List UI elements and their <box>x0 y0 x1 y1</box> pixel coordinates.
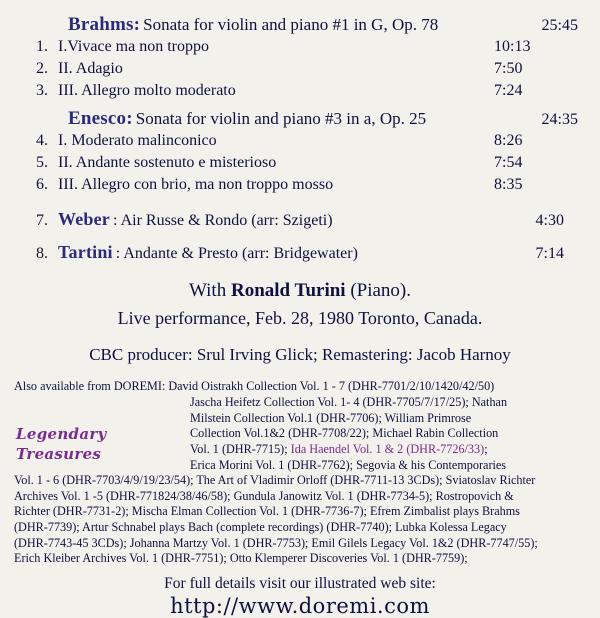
catalog-line: Milstein Collection Vol.1 (DHR-7706); William Primrose <box>190 410 472 425</box>
track-listing <box>14 14 586 266</box>
catalog-line: (DHR-7739); Artur Schnabel plays Bach (complete recordings) (DHR-7740); Lubka Kolessa Legacy <box>14 519 507 534</box>
track-duration: 8:26 <box>494 132 523 150</box>
performer-suffix: (Piano). <box>345 280 411 302</box>
work-duration: 24:35 <box>541 111 578 129</box>
performer-name: Ronald Turini <box>230 280 346 302</box>
track-duration: 7:24 <box>494 82 523 100</box>
track-title: III. Allegro molto moderato <box>58 82 236 100</box>
catalog-line: (DHR-7743-45 3CDs); Johanna Martzy Vol. 1 (DHR-7753); Emil Gilels Legacy Vol. 1&2 (DHR-7747/55); <box>14 535 538 550</box>
track-title: II. Andante sostenuto e misterioso <box>58 154 277 172</box>
track-duration: 7:50 <box>494 60 523 78</box>
catalog-line: Erich Kleiber Archives Vol. 1 (DHR-7751); Otto Klemperer Discoveries Vol. 1 (DHR-7759); <box>14 551 468 566</box>
track-title: I.Vivace ma non troppo <box>58 38 209 55</box>
track-number: 4. <box>36 132 48 150</box>
work-title: Sonata for violin and piano #3 in a, Op. 25 <box>135 109 427 129</box>
legendary-treasures-logo: Legendary Treasures <box>16 425 107 463</box>
track-number: 5. <box>36 154 48 172</box>
track-duration: 8:35 <box>494 176 523 194</box>
performer-prefix: With <box>188 280 231 302</box>
footer <box>14 575 586 618</box>
catalog-line: Richter (DHR-7731-2); Mischa Elman Collection Vol. 1 (DHR-7736-7); Efrem Zimbalist plays Brahms <box>14 504 520 519</box>
work-duration: 25:45 <box>541 17 578 34</box>
catalog-block <box>14 379 586 566</box>
track-title: III. Allegro con brio, ma non troppo mosso <box>58 176 334 194</box>
footer-text: For full details visit our illustrated web site: <box>164 574 436 592</box>
table-row <box>14 130 586 152</box>
table-row <box>14 152 586 174</box>
catalog-line: Vol. 1 - 6 (DHR-7703/4/9/19/23/54); The Art of Vladimir Orloff (DHR-7711-13 3CDs); Sviatoslav Richter <box>14 473 536 488</box>
track-number: 8. <box>36 245 48 263</box>
catalog-text: Vol. 1 (DHR-7715); <box>190 441 291 456</box>
performer-line <box>14 280 586 302</box>
composer-name: Tartini <box>58 242 113 263</box>
catalog-lead: Also available from DOREMI: <box>14 379 166 394</box>
track-number: 6. <box>36 176 48 194</box>
work-title: Sonata for violin and piano #1 in G, Op. 78 <box>143 15 439 34</box>
composer-name: Enesco: <box>68 108 133 130</box>
track-title: I. Moderato malinconico <box>58 132 217 150</box>
track-number: 7. <box>36 212 48 230</box>
work-header-brahms <box>14 14 586 36</box>
catalog-line: Jascha Heifetz Collection Vol. 1- 4 (DHR-7705/7/17/25); Nathan <box>190 395 508 410</box>
table-row <box>14 58 586 80</box>
credits-line: CBC producer: Srul Irving Glick; Remastering: Jacob Harnoy <box>89 345 511 365</box>
track-duration: 7:54 <box>494 154 523 172</box>
work-title: : Andante & Presto (arr: Bridgewater) <box>115 245 358 263</box>
website-url[interactable]: http://www.doremi.com <box>170 593 430 618</box>
catalog-line: Erica Morini Vol. 1 (DHR-7762); Segovia & his Contemporaries <box>190 457 507 472</box>
catalog-line <box>14 379 586 395</box>
venue-line: Live performance, Feb. 28, 1980 Toronto, Canada. <box>117 308 483 329</box>
track-duration: 7:14 <box>535 245 564 263</box>
composer-name: Weber <box>58 209 110 230</box>
table-row <box>14 36 586 58</box>
track-duration: 10:13 <box>494 38 531 55</box>
track-number: 1. <box>36 38 48 55</box>
table-row <box>14 206 586 233</box>
work-header-enesco <box>14 108 586 130</box>
catalog-line: Collection Vol.1&2 (DHR-7708/22); Michael Rabin Collection <box>190 426 499 441</box>
track-number: 3. <box>36 82 48 100</box>
track-title: II. Adagio <box>58 60 123 78</box>
table-row <box>14 174 586 196</box>
catalog-text: ; <box>484 441 488 456</box>
catalog-text: David Oistrakh Collection Vol. 1 - 7 (DHR-7701/2/10/1420/42/50) <box>168 379 495 394</box>
table-row <box>14 239 586 266</box>
track-duration: 4:30 <box>535 212 564 230</box>
track-number: 2. <box>36 60 48 78</box>
work-title: : Air Russe & Rondo (arr: Szigeti) <box>113 212 333 230</box>
table-row <box>14 80 586 102</box>
catalog-line: Archives Vol. 1 -5 (DHR-771824/38/46/58); Gundula Janowitz Vol. 1 (DHR-7734-5); Rostropovich & <box>14 488 514 503</box>
catalog-highlight: Ida Haendel Vol. 1 & 2 (DHR-7726/33) <box>290 441 485 456</box>
composer-name: Brahms: <box>68 14 141 35</box>
spacer <box>14 196 586 206</box>
catalog-line <box>190 442 586 458</box>
